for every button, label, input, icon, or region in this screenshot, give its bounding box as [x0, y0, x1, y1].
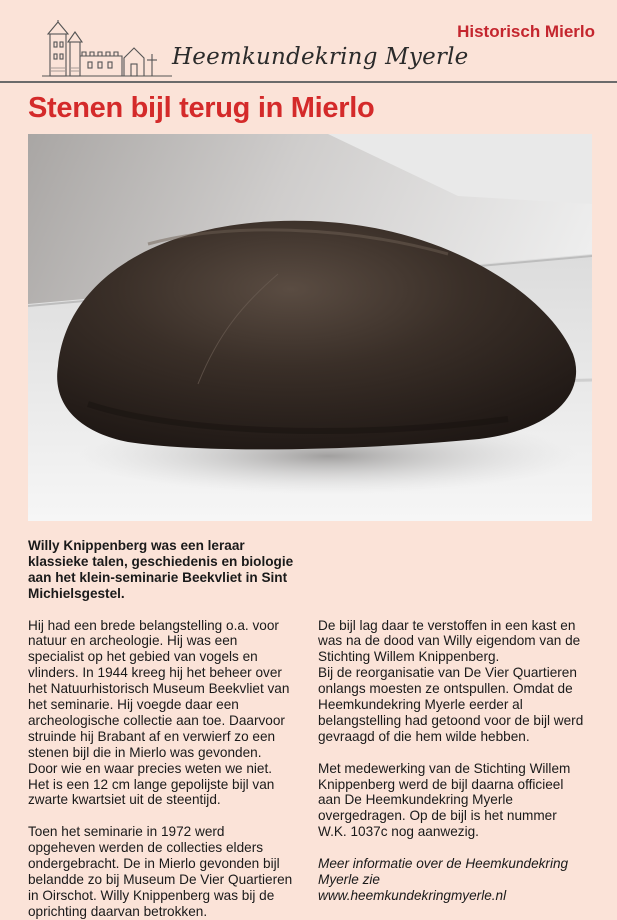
- article-column-left: [28, 538, 294, 920]
- header-divider: [0, 81, 617, 83]
- more-info: [318, 856, 584, 904]
- article-column-right: [318, 538, 584, 920]
- article-paragraph: Bij de reorganisatie van De Vier Quartieren onlangs moesten ze ontspullen. Omdat de Heemkundekring Myerle eerder al belangstelling had getoond voor de bijl werd gevraagd of die hem wilde hebben.: [318, 665, 584, 744]
- website-link[interactable]: www.heemkundekringmyerle.nl: [318, 887, 507, 903]
- article-photo: [28, 134, 592, 521]
- section-label: Historisch Mierlo: [457, 22, 595, 41]
- article-paragraph: Met medewerking van de Stichting Willem Knippenberg werd de bijl daarna officieel aan De Heemkundekring Myerle overgedragen. Op de bijl is het nummer W.K. 1037c nog aanwezig.: [318, 760, 571, 840]
- organization-name: Heemkundekring Myerle: [172, 44, 469, 70]
- article-title: Stenen bijl terug in Mierlo: [28, 92, 375, 124]
- more-info-text: Meer informatie over de Heemkundekring Myerle zie: [318, 856, 569, 887]
- page-header: [0, 0, 617, 82]
- article-intro: Willy Knippenberg was een leraar klassieke talen, geschiedenis en biologie aan het klein-seminarie Beekvliet in Sint Michielsgestel.: [28, 538, 294, 601]
- article-paragraph: Toen het seminarie in 1972 werd opgeheven werden de collecties elders ondergebracht. De in Mierlo gevonden bijl belandde zo bij Museum De Vier Quartieren in Oirschot. Willy Knippenberg was bij de oprichting daarvan betrokken.: [28, 824, 293, 919]
- stone-axe-image: [28, 134, 592, 521]
- article-paragraph: De bijl lag daar te verstoffen in een kast en was na de dood van Willy eigendom van de Stichting Willem Knippenberg.: [318, 617, 581, 665]
- article-paragraph-continued: [318, 618, 584, 745]
- castle-logo-icon: [42, 20, 172, 82]
- article-paragraph: Hij had een brede belangstelling o.a. voor natuur en archeologie. Hij was een specialist op het gebied van vogels en vlinders. In 1944 kreeg hij het beheer over het Natuurhistorisch Museum Beekvliet van het seminarie. Hij voegde daar een archeologische collectie aan toe. Daarvoor struinde hij Brabant af en verwierf zo een stenen bijl die in Mierlo was gevonden. Door wie en waar precies weten we niet. Het is een 12 cm lange gepolijste bijl van zwarte kwartsiet uit de steentijd.: [28, 617, 290, 808]
